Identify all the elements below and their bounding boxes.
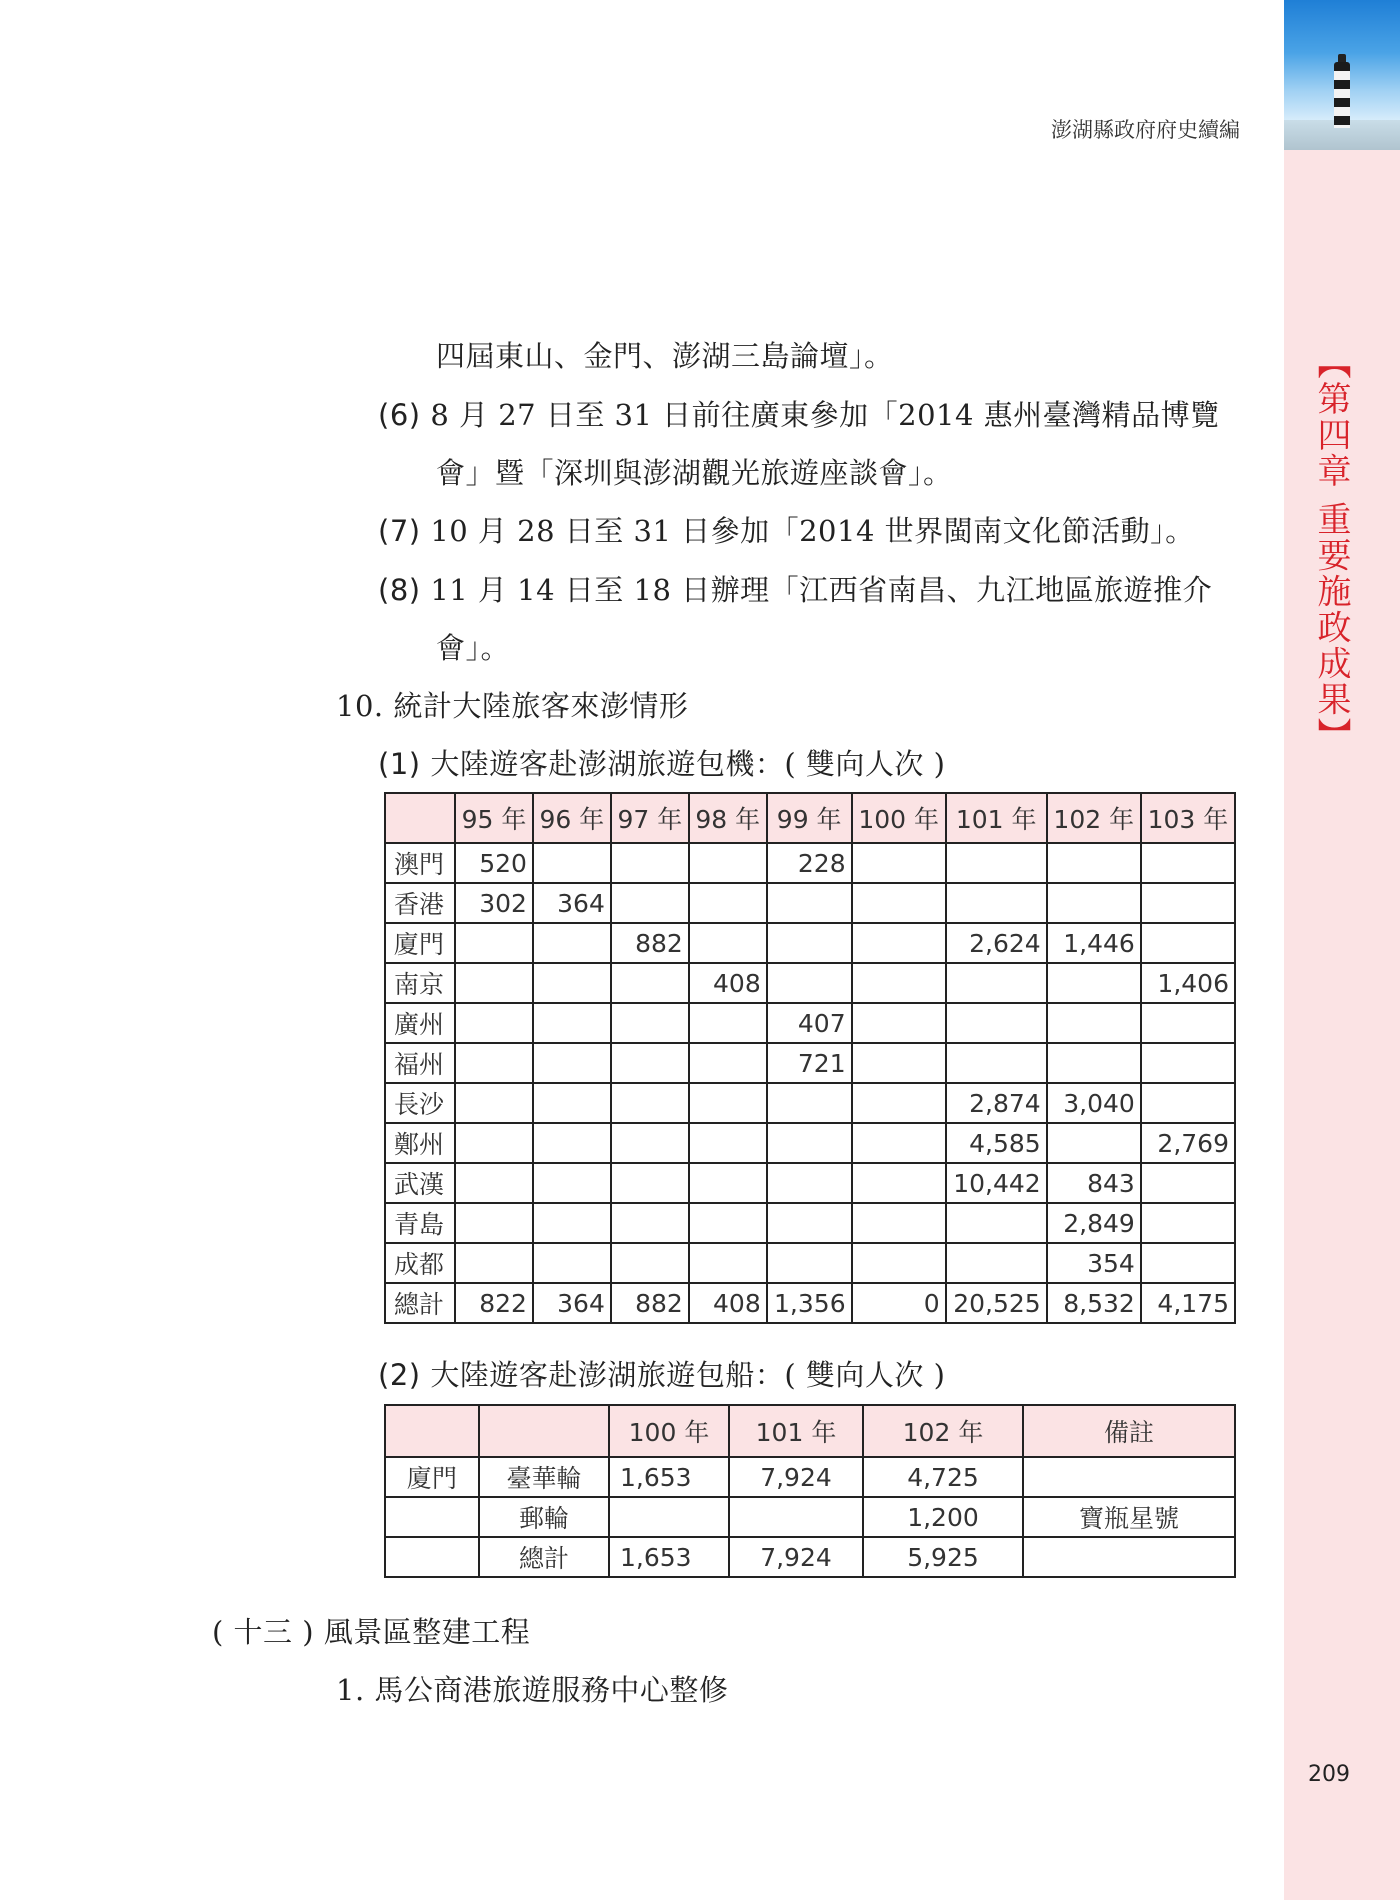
table1-cell (767, 1083, 852, 1123)
table1-cell (689, 1043, 767, 1083)
table2-cell: 1,653 (609, 1537, 729, 1577)
table1-cell (611, 883, 689, 923)
lighthouse-tower (1334, 62, 1350, 128)
item-marker-2: (2) (378, 1358, 421, 1392)
running-head: 澎湖縣政府府史續編 (1051, 118, 1240, 142)
table1-row (385, 1043, 1235, 1083)
table2-caption-content: 大陸遊客赴澎湖旅遊包船：( 雙向人次 ) (430, 1358, 946, 1392)
table2-cell: 7,924 (729, 1457, 863, 1497)
table1-row-label: 澳門 (385, 843, 455, 883)
table1-row (385, 1163, 1235, 1203)
section-heading-10-content: 10. 統計大陸旅客來澎情形 (336, 689, 689, 723)
table1-cell: 4,585 (946, 1123, 1047, 1163)
table1-cell (946, 963, 1047, 1003)
table2-row (385, 1497, 1235, 1537)
text-line-4 (378, 511, 1195, 551)
table1-cell (852, 1043, 946, 1083)
table1-cell (1047, 1043, 1141, 1083)
table2-cell (609, 1497, 729, 1537)
table1-row (385, 963, 1235, 1003)
table2-remark-cell (1023, 1537, 1235, 1577)
table2-header-cell: 100 年 (609, 1405, 729, 1457)
table1-cell (767, 923, 852, 963)
text-line-4-content: 10 月 28 日至 31 日參加「2014 世界閩南文化節活動」。 (430, 514, 1195, 548)
table1-cell (533, 1003, 611, 1043)
table1-cell (767, 883, 852, 923)
table1-cell (946, 1203, 1047, 1243)
table1-cell (852, 1083, 946, 1123)
table1-cell (1141, 1043, 1235, 1083)
table1-header-cell: 97 年 (611, 793, 689, 843)
table1-header-cell: 103 年 (1141, 793, 1235, 843)
side-band (1284, 0, 1400, 1900)
table1-cell (611, 1203, 689, 1243)
table1-cell (689, 1123, 767, 1163)
table1-cell (533, 1163, 611, 1203)
table1-cell (767, 1123, 852, 1163)
table1-cell: 721 (767, 1043, 852, 1083)
table1-cell (689, 1203, 767, 1243)
table1-cell (1141, 843, 1235, 883)
table1-cell (1047, 843, 1141, 883)
table1-cell: 4,175 (1141, 1283, 1235, 1323)
table2-caption (378, 1355, 945, 1395)
table1-header-cell: 100 年 (852, 793, 946, 843)
table1-cell: 1,406 (1141, 963, 1235, 1003)
table2-cell: 1,653 (609, 1457, 729, 1497)
table1-cell: 0 (852, 1283, 946, 1323)
table2-cell: 7,924 (729, 1537, 863, 1577)
section-heading-10 (336, 686, 688, 726)
table1-row (385, 1243, 1235, 1283)
table1-cell (852, 963, 946, 1003)
table1-header-cell: 99 年 (767, 793, 852, 843)
table1-cell (1141, 883, 1235, 923)
table1-row-label: 長沙 (385, 1083, 455, 1123)
table1-cell: 302 (455, 883, 533, 923)
table1-cell: 354 (1047, 1243, 1141, 1283)
table1-caption (378, 744, 945, 784)
table2-header-row (385, 1405, 1235, 1457)
table2-row (385, 1457, 1235, 1497)
table1-cell: 822 (455, 1283, 533, 1323)
table1-cell (611, 843, 689, 883)
table1-row-label: 成都 (385, 1243, 455, 1283)
table1-cell (946, 1003, 1047, 1043)
table1-row (385, 1003, 1235, 1043)
table1-row (385, 1283, 1235, 1323)
table1-cell (611, 1163, 689, 1203)
section-heading-13 (212, 1612, 530, 1652)
table1-cell (1141, 1163, 1235, 1203)
section-heading-13-content: ( 十三 ) 風景區整建工程 (212, 1615, 531, 1649)
table1-cell: 1,356 (767, 1283, 852, 1323)
text-line-3 (436, 453, 953, 493)
charter-flight-table (384, 792, 1236, 1324)
table1-cell: 2,624 (946, 923, 1047, 963)
table1-cell (852, 1123, 946, 1163)
table1-cell (533, 963, 611, 1003)
table1-cell (1047, 1003, 1141, 1043)
table1-cell: 10,442 (946, 1163, 1047, 1203)
subsection-heading-1-content: 1. 馬公商港旅遊服務中心整修 (336, 1673, 729, 1707)
table1-row (385, 1123, 1235, 1163)
table1-cell: 843 (1047, 1163, 1141, 1203)
table1-cell (455, 1123, 533, 1163)
table1-cell (852, 923, 946, 963)
table1-cell: 408 (689, 1283, 767, 1323)
table1-cell: 2,849 (1047, 1203, 1141, 1243)
table1-cell (767, 1203, 852, 1243)
table1-cell (533, 1203, 611, 1243)
table1-header-cell (385, 793, 455, 843)
table1-cell (611, 1243, 689, 1283)
table1-row (385, 923, 1235, 963)
table1-cell (689, 1243, 767, 1283)
chapter-tab: 【第四章 重要施政成果】 (1311, 345, 1351, 754)
table1-cell: 8,532 (1047, 1283, 1141, 1323)
table1-cell (852, 1003, 946, 1043)
table1-cell (533, 1043, 611, 1083)
table1-cell (611, 1123, 689, 1163)
table1-cell (689, 1003, 767, 1043)
table1-row (385, 883, 1235, 923)
table1-row (385, 843, 1235, 883)
table1-cell: 520 (455, 843, 533, 883)
table2-port-cell: 廈門 (385, 1457, 479, 1497)
table2-remark-cell: 寶瓶星號 (1023, 1497, 1235, 1537)
table1-cell (455, 1203, 533, 1243)
table1-cell: 882 (611, 1283, 689, 1323)
table1-cell: 407 (767, 1003, 852, 1043)
table2-port-cell (385, 1537, 479, 1577)
table1-header-cell: 98 年 (689, 793, 767, 843)
table1-row-label: 南京 (385, 963, 455, 1003)
table1-cell (767, 1243, 852, 1283)
table1-cell (611, 1003, 689, 1043)
table1-cell (1141, 1203, 1235, 1243)
subsection-heading-1 (336, 1670, 728, 1710)
table2-cell: 1,200 (863, 1497, 1023, 1537)
table1-cell (1141, 1083, 1235, 1123)
table2-cell: 5,925 (863, 1537, 1023, 1577)
table1-cell (689, 1163, 767, 1203)
table1-cell (611, 1043, 689, 1083)
table2-header-cell: 101 年 (729, 1405, 863, 1457)
table1-cell (852, 843, 946, 883)
item-marker-8: (8) (378, 573, 421, 607)
table1-cell: 2,769 (1141, 1123, 1235, 1163)
table2-row (385, 1537, 1235, 1577)
table1-cell: 882 (611, 923, 689, 963)
table1-header-cell: 102 年 (1047, 793, 1141, 843)
table1-cell: 20,525 (946, 1283, 1047, 1323)
table1-cell (1047, 1123, 1141, 1163)
table1-cell: 364 (533, 883, 611, 923)
table2-remark-cell (1023, 1457, 1235, 1497)
table1-cell (1047, 883, 1141, 923)
lighthouse-photo (1284, 0, 1400, 150)
table1-cell (767, 1163, 852, 1203)
table2-header-cell (479, 1405, 609, 1457)
text-line-2 (378, 395, 1220, 435)
table1-row-label: 武漢 (385, 1163, 455, 1203)
table1-row-label: 總計 (385, 1283, 455, 1323)
table1-cell (852, 883, 946, 923)
table1-cell (689, 923, 767, 963)
table1-row-label: 青島 (385, 1203, 455, 1243)
table2-cell (729, 1497, 863, 1537)
table2-vessel-cell: 總計 (479, 1537, 609, 1577)
text-line-1 (436, 336, 894, 376)
table1-header-cell: 96 年 (533, 793, 611, 843)
table1-header-cell: 101 年 (946, 793, 1047, 843)
table1-row-label: 鄭州 (385, 1123, 455, 1163)
table1-cell (946, 1043, 1047, 1083)
table1-cell (689, 843, 767, 883)
table2-port-cell (385, 1497, 479, 1537)
table2-cell: 4,725 (863, 1457, 1023, 1497)
table1-cell (689, 1083, 767, 1123)
table1-cell (852, 1203, 946, 1243)
text-line-6-content: 會」。 (436, 631, 511, 665)
text-line-5 (378, 570, 1212, 610)
table1-cell (455, 923, 533, 963)
table1-cell (533, 1083, 611, 1123)
table1-cell: 364 (533, 1283, 611, 1323)
table1-cell (1047, 963, 1141, 1003)
table1-row (385, 1203, 1235, 1243)
table1-cell: 2,874 (946, 1083, 1047, 1123)
table1-cell (767, 963, 852, 1003)
table1-cell: 228 (767, 843, 852, 883)
table1-cell (455, 963, 533, 1003)
table1-cell (455, 1043, 533, 1083)
table1-row (385, 1083, 1235, 1123)
text-line-1-content: 四屆東山、金門、澎湖三島論壇」。 (436, 339, 894, 373)
text-line-3-content: 會」暨「深圳與澎湖觀光旅遊座談會」。 (436, 456, 953, 490)
table1-cell (1141, 1243, 1235, 1283)
table1-row-label: 香港 (385, 883, 455, 923)
table1-cell (946, 1243, 1047, 1283)
table2-vessel-cell: 郵輪 (479, 1497, 609, 1537)
table1-header-row (385, 793, 1235, 843)
table1-cell (946, 883, 1047, 923)
charter-ship-table (384, 1404, 1236, 1578)
table1-cell (455, 1003, 533, 1043)
table1-cell: 1,446 (1047, 923, 1141, 963)
table1-cell (611, 963, 689, 1003)
text-line-6 (436, 628, 510, 668)
table1-cell (946, 843, 1047, 883)
table2-header-cell: 備註 (1023, 1405, 1235, 1457)
text-line-5-content: 11 月 14 日至 18 日辦理「江西省南昌、九江地區旅遊推介 (430, 573, 1213, 607)
table1-cell (1141, 1003, 1235, 1043)
table1-cell: 408 (689, 963, 767, 1003)
table1-cell (533, 923, 611, 963)
table1-cell (533, 1123, 611, 1163)
table2-header-cell: 102 年 (863, 1405, 1023, 1457)
table1-caption-content: 大陸遊客赴澎湖旅遊包機：( 雙向人次 ) (430, 747, 946, 781)
table1-cell (533, 1243, 611, 1283)
table1-cell (455, 1083, 533, 1123)
table1-cell (852, 1243, 946, 1283)
table2-header-cell (385, 1405, 479, 1457)
table1-cell (533, 843, 611, 883)
table1-header-cell: 95 年 (455, 793, 533, 843)
table1-cell (1141, 923, 1235, 963)
text-line-2-content: 8 月 27 日至 31 日前往廣東參加「2014 惠州臺灣精品博覽 (430, 398, 1220, 432)
table1-row-label: 福州 (385, 1043, 455, 1083)
table1-cell (455, 1163, 533, 1203)
table1-cell (689, 883, 767, 923)
item-marker-6: (6) (378, 398, 421, 432)
item-marker-7: (7) (378, 514, 421, 548)
table1-row-label: 廣州 (385, 1003, 455, 1043)
table1-cell (852, 1163, 946, 1203)
page-number: 209 (1308, 1762, 1350, 1787)
table1-cell (611, 1083, 689, 1123)
table1-cell (455, 1243, 533, 1283)
table1-row-label: 廈門 (385, 923, 455, 963)
item-marker-1: (1) (378, 747, 421, 781)
table2-vessel-cell: 臺華輪 (479, 1457, 609, 1497)
table1-cell: 3,040 (1047, 1083, 1141, 1123)
